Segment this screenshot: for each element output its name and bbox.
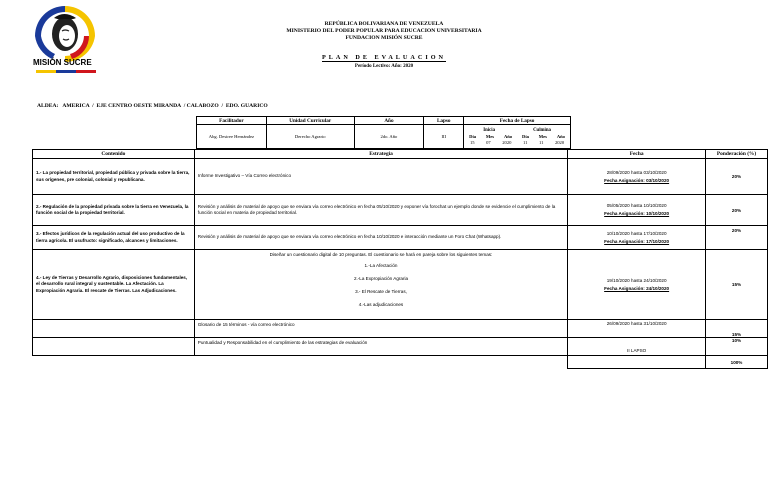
mes-label: Mes [538,133,547,139]
dia-label: Día [522,133,529,139]
header-lapso: Lapso [424,117,464,125]
estrategia-cell: Puntualidad y Responsabilidad en el cumplimiento de las estrategias de evaluación [194,338,567,356]
fecha-asignacion: Fecha Asignación: 10/10/2020 [604,211,670,216]
header-unidad: Unidad Curricular [266,117,354,125]
list-item: 1.-La Afectación [364,262,398,268]
flag-stripe [36,70,96,73]
fecha-range: 19/10/2020 hasta 24/10/2020 [606,277,667,283]
header-anio: Año [354,117,424,125]
anio-value: 2do. Año [354,125,424,149]
unidad-value: Derecho Agrario [266,125,354,149]
ponderacion-cell: 20% [706,226,768,250]
col-fecha: Fecha [568,150,706,159]
col-contenido: Contenido [33,150,195,159]
contenido-cell: 4.- Ley de Tierras y Desarrollo Agrario, disposiciones fundamentales, el desarrollo rural integral y sustentable. La Afectación. La Expropiación Agraria. El rescate de Tierras. Las Adjudicaciones. [33,250,195,320]
table-row [33,195,768,226]
total-cell: 100% [706,356,768,369]
header-fecha-lapso: Fecha de Lapso [464,117,571,125]
plan-title: PLAN DE EVALUACION [321,54,447,61]
inicia-label: Inicia [483,127,495,133]
estrategia-cell: Glosario de 15 términos - vía correo electrónico [194,320,567,338]
table-row [33,159,768,195]
period: Período Lectivo: Año: 2020 [354,64,414,69]
estrategia-cell: Informe Investigativo – Vía Correo electrónico [194,159,567,195]
culmina-dia: 11 [522,139,528,145]
table-row [33,226,768,250]
fecha-asignacion: Fecha Asignación: 24/10/2020 [604,285,670,291]
inicia-ano: 2020 [502,139,512,145]
fecha-range: 10/10/2020 hasta 17/10/2020 [606,230,667,236]
header-facilitador: Facilitador [197,117,267,125]
fecha-range: 26/09/2020 hasta 31/10/2020 [606,321,667,326]
estrategia-cell: Revisión y análisis de material de apoyo que se enviara vía correo electrónico en fecha 05/10/2020 y exponer vía forochat un ejemplo donde se evidencie el cumplimiento de la función social en materia de propiedad territorial. [194,195,567,226]
fecha-lapso-cell [464,125,571,149]
list-item: 3.- El Rescate de Tierras, [355,288,407,294]
ponderacion-cell: 15% [706,250,768,320]
fecha-cell [568,320,706,338]
inicia-dia: 15 [469,139,475,145]
header-line-2: MINISTERIO DEL PODER POPULAR PARA EDUCACION UNIVERSITARIA [286,28,482,34]
ponderacion-cell: 10% [706,338,768,356]
culmina-label: Culmina [533,127,551,133]
fecha-cell [568,159,706,195]
table-row [33,320,768,338]
ponderacion-cell: 15% [706,320,768,338]
list-item: 2.-La Expropiación Agraria [353,275,409,281]
contenido-cell: 2.- Regulación de la propiedad privada sobre la tierra en Venezuela, la función social de la propiedad territorial. [33,195,195,226]
fecha-cell [568,226,706,250]
culmina-mes: 11 [538,139,544,145]
info-table [196,116,571,149]
list-item: 4.-Las adjudicaciones [358,301,404,307]
fecha-range: 28/09/2020 hasta 03/10/2020 [606,169,667,175]
header-line-3: FUNDACION MISIÓN SUCRE [345,35,423,41]
table-row [33,250,768,320]
estrategia-cell [194,250,567,320]
evaluation-table [32,149,768,369]
fecha-range: 05/05/2020 hasta 10/10/2020 [606,203,667,208]
aldea-line: ALDEA: AMERICA / EJE CENTRO OESTE MIRANDA / CALABOZO / EDO. GUARICO [37,103,268,109]
fecha-cell [568,195,706,226]
col-estrategia: Estrategia [194,150,567,159]
estrategia-cell: Revisión y análisis de material de apoyo que se enviara vía correo electrónico en fecha 10/10/2020 e interacción mediante un Foro Chat (Whatsapp). [194,226,567,250]
contenido-cell [33,338,195,356]
inicia-mes: 07 [486,139,491,145]
fecha-range: II LAPSO [627,348,647,353]
ano-label: Año [503,133,513,139]
mes-label: Mes [485,133,495,139]
fecha-cell [568,338,706,356]
total-row [33,356,768,369]
fecha-asignacion: Fecha Asignación: 17/10/2020 [604,238,670,244]
fecha-cell [568,250,706,320]
col-ponderacion: Ponderación (%) [706,150,768,159]
contenido-cell [33,320,195,338]
header-line-1: REPÚBLICA BOLIVARIANA DE VENEZUELA [324,21,444,27]
estrategia-text: Diseñar un cuestionario digital de 10 preguntas. El cuestionario se hará en pareja sobre los siguientes temas: [269,252,493,257]
contenido-cell: 3.- Efectos jurídicos de la regulación actual del uso productivo de la tierra agrícola. El usufructo: significado, alcances y limitaciones. [33,226,195,250]
table-row [33,338,768,356]
lapso-value: III [424,125,464,149]
logo-text: MISIÓN SUCRE [33,58,92,67]
ponderacion-cell: 20% [706,195,768,226]
ponderacion-cell: 20% [706,159,768,195]
facilitador-value: Abg. Desiree Hernández [197,125,267,149]
contenido-cell: 1.- La propiedad territorial, propiedad pública y privada sobre la tierra, sus orígenes, pre colonial, colonial y republicana. [33,159,195,195]
ano-label: Año [556,133,565,139]
fecha-asignacion: Fecha Asignación: 03/10/2020 [604,177,670,183]
dia-label: Día [469,133,477,139]
culmina-ano: 2020 [554,139,565,145]
